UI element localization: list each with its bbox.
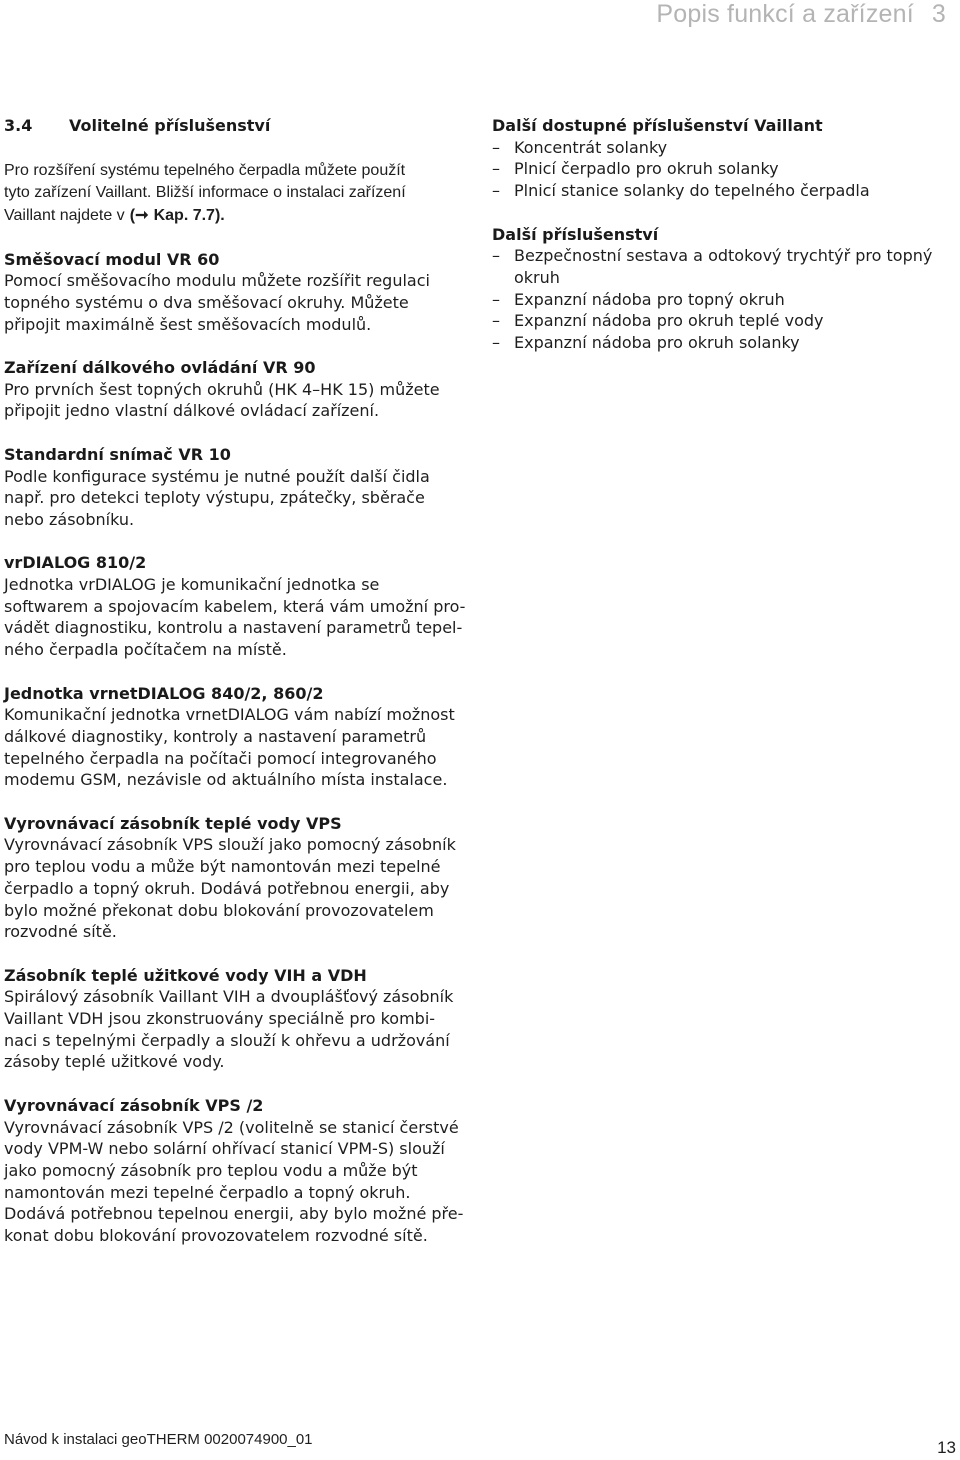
block-line: jako pomocný zásobník pro teplou vodu a může být — [4, 1160, 418, 1180]
chapter-number: 3 — [931, 0, 946, 28]
block-line: Jednotka vrDIALOG je komunikační jednotka se — [4, 575, 380, 594]
list-item-text: Koncentrát solanky — [514, 137, 668, 157]
reference-open: ( — [129, 207, 136, 225]
intro-paragraph — [4, 159, 474, 227]
block-line: dálkové diagnostiky, kontroly a nastavení parametrů — [4, 726, 427, 746]
list-item — [492, 180, 952, 202]
block-title: Směšovací modul VR 60 — [4, 249, 220, 269]
block-line: vádět diagnostiku, kontrolu a nastavení parametrů tepel- — [4, 618, 463, 638]
block-text — [4, 986, 474, 1073]
right-column — [492, 115, 952, 375]
block-line: Pro prvních šest topných okruhů (HK 4–HK 15) můžete — [4, 379, 440, 399]
block-line: namontován mezi tepelné čerpadlo a topný okruh. — [4, 1182, 411, 1202]
block-text — [4, 270, 474, 335]
block-title: Vyrovnávací zásobník teplé vody VPS — [4, 813, 342, 833]
dash-marker: – — [492, 246, 500, 266]
block-line: Vaillant VDH jsou zkonstruovány speciálně pro kombi- — [4, 1009, 436, 1029]
dash-marker: – — [492, 289, 500, 309]
block-text — [4, 574, 474, 661]
left-column — [4, 115, 474, 1268]
list-item-text: Expanzní nádoba pro topný okruh — [514, 289, 785, 309]
block-title: Standardní snímač VR 10 — [4, 444, 231, 464]
footer-page-number: 13 — [937, 1438, 956, 1457]
block-line: naci s tepelnými čerpadly a slouží k ohřevu a udržování — [4, 1030, 450, 1050]
block-title: Další příslušenství — [492, 224, 659, 244]
block-text — [4, 379, 474, 422]
block-title: Další dostupné příslušenství Vaillant — [492, 116, 823, 135]
block-line: připojit maximálně šest směšovacích modulů. — [4, 314, 372, 334]
block-line: konat dobu blokování provozovatelem rozvodné sítě. — [4, 1226, 428, 1246]
block-line: Komunikační jednotka vrnetDIALOG vám nabízí možnost — [4, 705, 455, 725]
block-line: modemu GSM, nezávisle od aktuálního místa instalace. — [4, 770, 448, 790]
block-line: vody VPM-W nebo solární ohřívací stanicí VPM-S) slouží — [4, 1139, 445, 1159]
dash-marker: – — [492, 137, 500, 157]
list-item — [492, 332, 952, 354]
block-title: Jednotka vrnetDIALOG 840/2, 860/2 — [4, 683, 324, 703]
arrow-icon: ➞ — [135, 207, 149, 225]
section-title: Volitelné příslušenství — [69, 116, 271, 135]
block-vaillant-accessories — [492, 115, 952, 202]
block-title: vrDIALOG 810/2 — [4, 553, 147, 573]
dash-marker: – — [492, 181, 500, 201]
block-standard-sensor — [4, 444, 474, 531]
dash-marker: – — [492, 311, 500, 331]
intro-line-2: tyto zařízení Vaillant. Bližší informace o instalaci zařízení — [4, 184, 406, 202]
list-item — [492, 289, 952, 311]
block-text — [4, 466, 474, 531]
footer-document-title: Návod k instalaci geoTHERM 0020074900_01 — [4, 1431, 313, 1448]
block-title: Zařízení dálkového ovládání VR 90 — [4, 358, 316, 377]
block-title: Vyrovnávací zásobník VPS /2 — [4, 1095, 264, 1115]
block-vrnetdialog — [4, 683, 474, 792]
list-item — [492, 158, 952, 180]
accessory-list — [492, 245, 952, 354]
dash-marker: – — [492, 159, 500, 179]
chapter-title: Popis funkcí a zařízení — [656, 0, 914, 28]
section-heading — [4, 115, 474, 137]
block-line: připojit jedno vlastní dálkové ovládací zařízení. — [4, 401, 380, 421]
block-vrdialog — [4, 552, 474, 661]
running-header — [656, 0, 946, 29]
block-line: tepelného čerpadla na počítači pomocí integrovaného — [4, 748, 437, 768]
list-item — [492, 245, 952, 288]
list-item-text: Expanzní nádoba pro okruh teplé vody — [514, 311, 824, 331]
block-line: zásoby teplé užitkové vody. — [4, 1052, 225, 1072]
block-other-accessories — [492, 224, 952, 354]
intro-line-1: Pro rozšíření systému tepelného čerpadla můžete použít — [4, 161, 406, 179]
chapter-reference: Kap. 7.7). — [153, 207, 225, 225]
list-item — [492, 310, 952, 332]
block-line: rozvodné sítě. — [4, 922, 117, 942]
block-text — [4, 704, 474, 791]
block-line: pro teplou vodu a může být namontován mezi tepelné — [4, 857, 441, 877]
block-text — [4, 834, 474, 943]
list-item-text: Expanzní nádoba pro okruh solanky — [514, 333, 800, 353]
block-buffer-tank-vps2 — [4, 1095, 474, 1247]
block-text — [4, 1117, 474, 1247]
intro-line-3: Vaillant najdete v — [4, 207, 125, 225]
block-hot-water-tank — [4, 965, 474, 1074]
block-line: topného systému o dva směšovací okruhy. Můžete — [4, 292, 409, 312]
dash-marker: – — [492, 333, 500, 353]
block-remote-control — [4, 357, 474, 422]
block-line: Dodává potřebnou tepelnou energii, aby bylo možné pře- — [4, 1204, 464, 1224]
list-item-text: Plnicí stanice solanky do tepelného čerpadla — [514, 181, 870, 201]
block-line: nebo zásobníku. — [4, 509, 135, 529]
block-title: Zásobník teplé užitkové vody VIH a VDH — [4, 965, 367, 985]
list-item-text: Plnicí čerpadlo pro okruh solanky — [514, 159, 779, 179]
block-line: čerpadlo a topný okruh. Dodává potřebnou energii, aby — [4, 878, 450, 898]
block-line: Vyrovnávací zásobník VPS slouží jako pomocný zásobník — [4, 835, 456, 855]
block-buffer-tank-vps — [4, 813, 474, 943]
section-number: 3.4 — [4, 116, 33, 135]
block-mixing-module — [4, 249, 474, 336]
list-item — [492, 137, 952, 159]
block-line: ného čerpadla počítačem na místě. — [4, 640, 287, 660]
block-line: např. pro detekci teploty výstupu, zpátečky, sběrače — [4, 488, 425, 508]
block-line: bylo možné překonat dobu blokování provozovatelem — [4, 900, 434, 920]
list-item-text: Bezpečnostní sestava a odtokový trychtýř pro topný okruh — [514, 246, 933, 287]
block-line: softwarem a spojovacím kabelem, která vám umožní pro- — [4, 596, 466, 616]
block-line: Podle konfigurace systému je nutné použít další čidla — [4, 466, 430, 486]
block-line: Pomocí směšovacího modulu můžete rozšířit regulaci — [4, 271, 430, 291]
accessory-list — [492, 137, 952, 202]
block-line: Vyrovnávací zásobník VPS /2 (volitelně se stanicí čerstvé — [4, 1117, 459, 1137]
block-line: Spirálový zásobník Vaillant VIH a dvouplášťový zásobník — [4, 987, 454, 1007]
